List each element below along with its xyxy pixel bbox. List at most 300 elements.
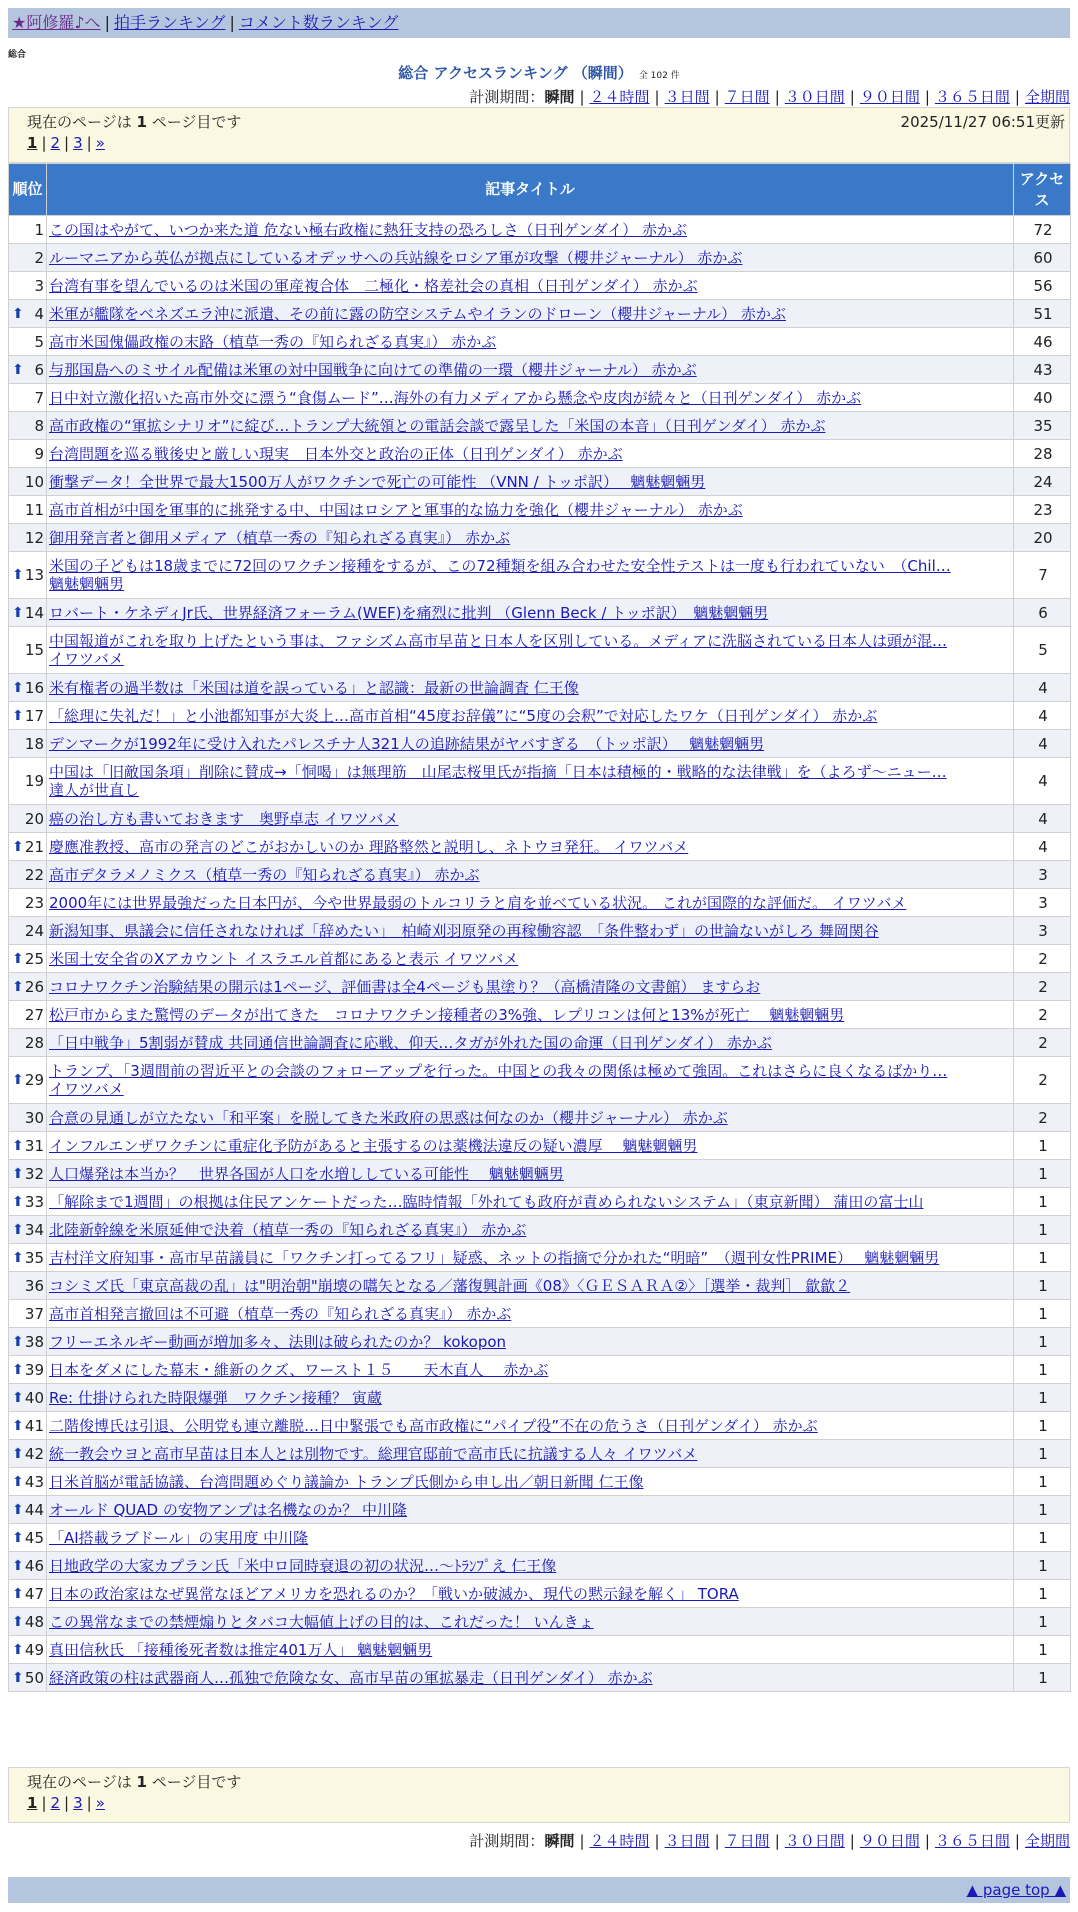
table-row — [9, 1188, 1071, 1216]
up-arrow-icon: ⬆ — [12, 1613, 24, 1630]
table-row — [9, 861, 1071, 889]
title-cell — [47, 1057, 1014, 1104]
access-count: 4 — [1014, 702, 1071, 730]
article-link[interactable]: 吉村洋文府知事・高市早苗議員に「ワクチン打ってるフリ」疑惑、ネットの指摘で分かれた“明暗” （週刊女性PRIME） 魑魅魍魎男 — [49, 1248, 940, 1267]
rank-number: 45 — [24, 1528, 44, 1547]
rank-cell — [9, 356, 47, 384]
table-row — [9, 1356, 1071, 1384]
current-page-number: 1 — [136, 113, 147, 131]
up-arrow-icon: ⬆ — [12, 1361, 24, 1378]
access-count: 1 — [1014, 1524, 1071, 1552]
access-count: 1 — [1014, 1580, 1071, 1608]
page-prefix: 現在のページは — [27, 1773, 132, 1791]
access-count: 6 — [1014, 599, 1071, 627]
article-link[interactable]: 台湾問題を巡る戦後史と厳しい現実 日本外交と政治の正体（日刊ゲンダイ） 赤かぶ — [49, 444, 623, 463]
title-cell — [47, 1440, 1014, 1468]
period-separator: | — [579, 88, 585, 106]
title-cell — [47, 1524, 1014, 1552]
title-cell — [47, 440, 1014, 468]
period-link[interactable]: ３日間 — [664, 88, 710, 106]
period-link[interactable]: 全期間 — [1024, 88, 1070, 106]
up-arrow-icon: ⬆ — [12, 950, 24, 967]
rank-cell — [9, 889, 47, 917]
article-link[interactable]: この国はやがて、いつか来た道 危ない極右政権に熱狂支持の恐ろしさ（日刊ゲンダイ） 赤かぶ — [49, 220, 688, 239]
title-cell — [47, 889, 1014, 917]
period-separator: | — [924, 1832, 930, 1850]
title-cell — [47, 861, 1014, 889]
article-link[interactable]: コロナワクチン治験結果の開示は1ページ、評価書は全4ページも黒塗り？（高橋清隆の文書館） ますらお — [49, 977, 761, 996]
title-cell — [47, 1216, 1014, 1244]
rank-number: 12 — [24, 528, 44, 547]
page-suffix: ページ目です — [151, 1773, 242, 1791]
table-row — [9, 468, 1071, 496]
article-link[interactable]: 統一教会ウヨと高市早苗は日本人とは別物です。総理官邸前で高市氏に抗議する人々 イワツバメ — [49, 1444, 698, 1463]
title-cell — [47, 524, 1014, 552]
access-count: 5 — [1014, 627, 1071, 674]
table-row — [9, 1104, 1071, 1132]
title-cell — [47, 1636, 1014, 1664]
rank-cell — [9, 1160, 47, 1188]
article-link[interactable]: 松戸市からまた驚愕のデータが出てきた コロナワクチン接種者の3%強、レプリコンは何と13%が死亡 魑魅魍魎男 — [49, 1005, 845, 1024]
period-link[interactable]: ３日間 — [664, 1832, 710, 1850]
table-row — [9, 496, 1071, 524]
period-current: 瞬間 — [544, 88, 575, 106]
rank-number: 47 — [24, 1584, 44, 1603]
access-count: 4 — [1014, 805, 1071, 833]
rank-number: 21 — [24, 837, 44, 856]
current-page-text — [27, 1771, 241, 1792]
up-arrow-icon: ⬆ — [12, 1473, 24, 1490]
category-label: 総合 — [8, 50, 27, 60]
title-cell — [47, 674, 1014, 702]
access-count: 51 — [1014, 300, 1071, 328]
article-link[interactable]: オールド QUAD の安物アンプは名機なのか？ 中川隆 — [49, 1500, 408, 1519]
period-link[interactable]: ３０日間 — [784, 1832, 845, 1850]
access-count: 3 — [1014, 861, 1071, 889]
article-link[interactable]: 「解除まで1週間」の根拠は住民アンケートだった…臨時情報「外れても政府が責められないシステム」（東京新聞） 蒲田の富士山 — [49, 1192, 924, 1211]
up-arrow-icon: ⬆ — [12, 1249, 24, 1266]
article-link[interactable]: 北陸新幹線を米原延伸で決着（植草一秀の『知られざる真実』） 赤かぶ — [49, 1220, 527, 1239]
access-count: 4 — [1014, 758, 1071, 805]
article-link[interactable]: 合意の見通しが立たない「和平案」を脱してきた米政府の思惑は何なのか（櫻井ジャーナル） 赤かぶ — [49, 1108, 728, 1127]
article-link[interactable]: フリーエネルギー動画が増加多々、法則は破られたのか？ kokopon — [49, 1332, 507, 1351]
up-arrow-icon: ⬆ — [12, 1501, 24, 1518]
period-separator: | — [654, 1832, 660, 1850]
period-link[interactable]: 全期間 — [1024, 1832, 1070, 1850]
table-row — [9, 1384, 1071, 1412]
page-info-top — [8, 107, 1070, 163]
rank-number: 6 — [34, 360, 44, 379]
table-row — [9, 1440, 1071, 1468]
period-link[interactable]: ３６５日間 — [934, 1832, 1010, 1850]
title-cell — [47, 917, 1014, 945]
rank-number: 43 — [24, 1472, 44, 1491]
rank-cell — [9, 599, 47, 627]
article-link[interactable] — [49, 763, 1013, 799]
title-cell — [47, 1608, 1014, 1636]
title-cell — [47, 412, 1014, 440]
rank-number: 49 — [24, 1640, 44, 1659]
pagination-separator: | — [41, 1794, 47, 1812]
period-link[interactable]: ９０日間 — [859, 88, 920, 106]
period-selector-top — [469, 86, 1070, 107]
article-title: トランプ、「3週間前の習近平との会談のフォローアップを行った。中国との我々の関係は極めて強固。これはさらに良くなるばかり… — [49, 1062, 948, 1080]
pagination-link[interactable]: 1 — [27, 134, 38, 152]
article-link[interactable]: 与那国島へのミサイル配備は米軍の対中国戦争に向けての準備の一環（櫻井ジャーナル） 赤かぶ — [49, 360, 697, 379]
access-count: 1 — [1014, 1356, 1071, 1384]
period-separator: | — [714, 1832, 720, 1850]
rank-number: 3 — [34, 276, 44, 295]
comment-ranking-link[interactable]: コメント数ランキング — [238, 13, 399, 32]
rank-number: 30 — [24, 1108, 44, 1127]
period-link[interactable]: ３０日間 — [784, 88, 845, 106]
title-cell — [47, 805, 1014, 833]
period-link[interactable]: ２４時間 — [589, 1832, 650, 1850]
rank-cell — [9, 328, 47, 356]
access-count: 4 — [1014, 730, 1071, 758]
table-row — [9, 1524, 1071, 1552]
pagination-separator: | — [86, 134, 92, 152]
rank-number: 32 — [24, 1164, 44, 1183]
article-link[interactable]: コシミズ氏「東京高裁の乱」は"明治朝"崩壊の嚆矢となる／藩復興計画《08》〈ＧＥＳＡＲＡ②〉［選挙・裁判］ 歙歙２ — [49, 1276, 851, 1295]
access-count: 46 — [1014, 328, 1071, 356]
article-link[interactable]: ルーマニアから英仏が拠点にしているオデッサへの兵站線をロシア軍が攻撃（櫻井ジャーナル） 赤かぶ — [49, 248, 743, 267]
access-count: 1 — [1014, 1328, 1071, 1356]
period-current: 瞬間 — [544, 1832, 575, 1850]
pagination-link[interactable]: 2 — [50, 134, 61, 152]
article-link[interactable]: 米軍が艦隊をベネズエラ沖に派遣、その前に露の防空システムやイランのドローン（櫻井ジャーナル） 赤かぶ — [49, 304, 786, 323]
pagination-link[interactable]: 1 — [27, 1794, 38, 1812]
title-cell — [47, 1104, 1014, 1132]
rank-number: 28 — [24, 1033, 44, 1052]
title-cell — [47, 1328, 1014, 1356]
page-title — [0, 62, 1078, 83]
rank-cell — [9, 1244, 47, 1272]
title-cell — [47, 300, 1014, 328]
period-separator: | — [849, 88, 855, 106]
rank-number: 7 — [34, 388, 44, 407]
rank-number: 35 — [24, 1248, 44, 1267]
article-link[interactable]: 真田信秋氏 「接種後死者数は推定401万人」 魑魅魍魎男 — [49, 1640, 433, 1659]
rank-number: 40 — [24, 1388, 44, 1407]
up-arrow-icon: ⬆ — [12, 361, 24, 378]
ranking-rows — [9, 216, 1071, 1692]
rank-cell — [9, 674, 47, 702]
title-cell — [47, 627, 1014, 674]
table-row — [9, 1057, 1071, 1104]
title-header: 記事タイトル — [47, 164, 1014, 216]
rank-cell — [9, 1496, 47, 1524]
table-row — [9, 1029, 1071, 1057]
table-row — [9, 674, 1071, 702]
up-arrow-icon: ⬆ — [12, 1445, 24, 1462]
table-row — [9, 758, 1071, 805]
ranking-table — [8, 163, 1071, 1692]
rank-number: 13 — [24, 566, 44, 584]
period-separator: | — [714, 88, 720, 106]
period-separator: | — [579, 1832, 585, 1850]
article-link[interactable]: 米有権者の過半数は「米国は道を誤っている」と認識：最新の世論調査 仁王像 — [49, 678, 579, 697]
article-link[interactable]: 慶應准教授、高市の発言のどこがおかしいのか 理路整然と説明し、ネトウヨ発狂。 イワツバメ — [49, 837, 689, 856]
rank-number: 24 — [24, 921, 44, 940]
period-separator: | — [1014, 88, 1020, 106]
access-count: 20 — [1014, 524, 1071, 552]
access-count: 1 — [1014, 1440, 1071, 1468]
title-cell — [47, 1384, 1014, 1412]
rank-number: 37 — [24, 1304, 44, 1323]
article-link[interactable]: 「日中戦争」5割弱が賛成 共同通信世論調査に応戦、仰天…タガが外れた国の命運（日刊ゲンダイ） 赤かぶ — [49, 1033, 772, 1052]
rank-cell — [9, 1412, 47, 1440]
table-row — [9, 1412, 1071, 1440]
rank-cell — [9, 861, 47, 889]
pagination-separator: | — [64, 134, 70, 152]
table-row — [9, 412, 1071, 440]
access-count: 28 — [1014, 440, 1071, 468]
up-arrow-icon: ⬆ — [12, 1333, 24, 1350]
table-row — [9, 216, 1071, 244]
table-row — [9, 945, 1071, 973]
rank-number: 15 — [24, 641, 44, 659]
table-row — [9, 1580, 1071, 1608]
rank-cell — [9, 1216, 47, 1244]
title-cell — [47, 1412, 1014, 1440]
up-arrow-icon: ⬆ — [12, 1557, 24, 1574]
period-separator: | — [924, 88, 930, 106]
rank-cell — [9, 1057, 47, 1104]
article-link[interactable]: 米国土安全省のXアカウント イスラエル首都にあると表示 イワツバメ — [49, 949, 519, 968]
title-cell — [47, 599, 1014, 627]
up-arrow-icon: ⬆ — [12, 604, 24, 621]
up-arrow-icon: ⬆ — [12, 1669, 24, 1686]
table-row — [9, 272, 1071, 300]
table-row — [9, 1608, 1071, 1636]
rank-cell — [9, 1552, 47, 1580]
rank-number: 36 — [24, 1276, 44, 1295]
rank-number: 11 — [24, 500, 44, 519]
title-cell — [47, 702, 1014, 730]
rank-cell — [9, 1608, 47, 1636]
article-link[interactable]: 二階俊博氏は引退、公明党も連立離脱…日中緊張でも高市政権に“パイプ役”不在の危うさ（日刊ゲンダイ） 赤かぶ — [49, 1416, 818, 1435]
title-cell — [47, 1160, 1014, 1188]
period-link[interactable]: ９０日間 — [859, 1832, 920, 1850]
rank-cell — [9, 1356, 47, 1384]
title-cell — [47, 468, 1014, 496]
pagination-link[interactable]: » — [95, 134, 105, 152]
article-link[interactable]: 高市デタラメノミクス（植草一秀の『知られざる真実』） 赤かぶ — [49, 865, 480, 884]
rank-cell — [9, 1272, 47, 1300]
up-arrow-icon: ⬆ — [12, 1165, 24, 1182]
title-cell — [47, 1029, 1014, 1057]
article-link[interactable] — [49, 557, 1013, 593]
title-cell — [47, 1496, 1014, 1524]
title-cell — [47, 973, 1014, 1001]
article-link[interactable]: 日本をダメにした幕末・維新のクズ、ワースト１５ 天木直人 赤かぶ — [49, 1360, 549, 1379]
table-row — [9, 599, 1071, 627]
table-row — [9, 1001, 1071, 1029]
table-row — [9, 1552, 1071, 1580]
table-row — [9, 1160, 1071, 1188]
rank-cell — [9, 524, 47, 552]
rank-number: 18 — [24, 734, 44, 753]
table-row — [9, 627, 1071, 674]
access-count: 1 — [1014, 1664, 1071, 1692]
rank-cell — [9, 917, 47, 945]
up-arrow-icon: ⬆ — [12, 1417, 24, 1434]
title-cell — [47, 356, 1014, 384]
article-link[interactable]: 台湾有事を望んでいるのは米国の軍産複合体 二極化・格差社会の真相（日刊ゲンダイ） 赤かぶ — [49, 276, 698, 295]
article-link[interactable]: ロバート・ケネディJr氏、世界経済フォーラム(WEF)を痛烈に批判 （Glenn Beck / トッポ訳） 魑魅魍魎男 — [49, 603, 769, 622]
article-link[interactable]: 日地政学の大家カプラン氏「米中ロ同時衰退の初の状況…〜ﾄﾗﾝﾌﾟえ 仁王像 — [49, 1556, 557, 1575]
access-count: 1 — [1014, 1468, 1071, 1496]
rank-cell — [9, 496, 47, 524]
footer-bar — [8, 1877, 1070, 1903]
article-link[interactable]: 高市米国傀儡政権の末路（植草一秀の『知られざる真実』） 赤かぶ — [49, 332, 497, 351]
rank-cell — [9, 1440, 47, 1468]
table-row — [9, 805, 1071, 833]
access-count: 1 — [1014, 1384, 1071, 1412]
rank-number: 1 — [34, 220, 44, 239]
rank-number: 2 — [34, 248, 44, 267]
access-count: 1 — [1014, 1216, 1071, 1244]
applause-ranking-link[interactable]: 拍手ランキング — [113, 13, 226, 32]
article-link[interactable]: 日本の政治家はなぜ異常なほどアメリカを恐れるのか？「戦いか破滅か、現代の黙示録を解く」 TORA — [49, 1584, 739, 1603]
article-link[interactable]: 御用発言者と御用メディア（植草一秀の『知られざる真実』） 赤かぶ — [49, 528, 511, 547]
table-row — [9, 552, 1071, 599]
title-cell — [47, 1272, 1014, 1300]
period-link[interactable]: ３６５日間 — [934, 88, 1010, 106]
access-count: 2 — [1014, 1029, 1071, 1057]
page-title-text: 総合 アクセスランキング （瞬間） — [398, 64, 633, 82]
access-count: 1 — [1014, 1244, 1071, 1272]
title-cell — [47, 1244, 1014, 1272]
nav-separator: | — [104, 13, 110, 32]
current-page-text — [27, 111, 241, 132]
article-link[interactable]: 高市政権の“軍拡シナリオ”に綻び…トランプ大統領との電話会談で露呈した「米国の本音」（日刊ゲンダイ） 赤かぶ — [49, 416, 826, 435]
up-arrow-icon: ⬆ — [12, 305, 24, 322]
access-count: 40 — [1014, 384, 1071, 412]
access-count: 1 — [1014, 1300, 1071, 1328]
rank-number: 9 — [34, 444, 44, 463]
rank-cell — [9, 1132, 47, 1160]
table-row — [9, 1272, 1071, 1300]
total-count: 全 102 件 — [638, 71, 680, 81]
article-link[interactable]: 日中対立激化招いた高市外交に漂う“食傷ムード”…海外の有力メディアから懸念や皮肉が続々と（日刊ゲンダイ） 赤かぶ — [49, 388, 862, 407]
title-cell — [47, 1132, 1014, 1160]
title-cell — [47, 1001, 1014, 1029]
table-row — [9, 1328, 1071, 1356]
rank-cell — [9, 1300, 47, 1328]
title-cell — [47, 1580, 1014, 1608]
up-arrow-icon: ⬆ — [12, 707, 24, 724]
rank-cell — [9, 1104, 47, 1132]
article-link[interactable]: 高市首相が中国を軍事的に挑発する中、中国はロシアと軍事的な協力を強化（櫻井ジャーナル） 赤かぶ — [49, 500, 743, 519]
rank-cell — [9, 1328, 47, 1356]
article-link[interactable]: インフルエンザワクチンに重症化予防があると主張するのは薬機法違反の疑い濃厚 魑魅魍魎男 — [49, 1136, 698, 1155]
title-cell — [47, 1552, 1014, 1580]
page-top-link[interactable]: ▲ page top ▲ — [966, 1881, 1066, 1899]
article-link[interactable]: 新潟知事、県議会に信任されなければ「辞めたい」 柏崎刈羽原発の再稼働容認 「条件整わず」の世論ないがしろ 舞岡関谷 — [49, 921, 879, 940]
pagination-separator: | — [41, 134, 47, 152]
title-cell — [47, 384, 1014, 412]
period-link[interactable]: ７日間 — [724, 1832, 770, 1850]
table-row — [9, 524, 1071, 552]
article-link[interactable]: 日米首脳が電話協議、台湾問題めぐり議論か トランプ氏側から申し出／朝日新聞 仁王像 — [49, 1472, 644, 1491]
article-link[interactable]: 高市首相発言撤回は不可避（植草一秀の『知られざる真実』） 赤かぶ — [49, 1304, 512, 1323]
article-link[interactable] — [49, 632, 1013, 668]
access-count: 23 — [1014, 496, 1071, 524]
article-link[interactable]: 「AI搭載ラブドール」の実用度 中川隆 — [49, 1528, 309, 1547]
access-count: 56 — [1014, 272, 1071, 300]
article-link[interactable]: 「総理に失礼だ！」と小池都知事が大炎上…高市首相“45度お辞儀”に“5度の会釈”で対応したワケ（日刊ゲンダイ） 赤かぶ — [49, 706, 878, 725]
article-link[interactable]: 衝撃データ！全世界で最大1500万人がワクチンで死亡の可能性 （VNN / トッポ訳） 魑魅魍魎男 — [49, 472, 706, 491]
period-link[interactable]: ７日間 — [724, 88, 770, 106]
access-count: 1 — [1014, 1188, 1071, 1216]
article-link[interactable]: この異常なまでの禁煙煽りとタバコ大幅値上げの目的は、これだった！ いんきょ — [49, 1612, 594, 1631]
period-link[interactable]: ２４時間 — [589, 88, 650, 106]
article-link[interactable]: 経済政策の柱は武器商人…孤独で危険な女、高市早苗の軍拡暴走（日刊ゲンダイ） 赤かぶ — [49, 1668, 653, 1687]
rank-cell — [9, 627, 47, 674]
article-link[interactable] — [49, 1062, 1013, 1098]
rank-header: 順位 — [9, 164, 47, 216]
article-link[interactable]: 2000年には世界最強だった日本円が、今や世界最弱のトルコリラと肩を並べている状況。 これが国際的な評価だ。 イワツバメ — [49, 893, 907, 912]
pagination-separator: | — [64, 1794, 70, 1812]
access-count: 35 — [1014, 412, 1071, 440]
period-label: 計測期間： — [469, 88, 545, 106]
article-link[interactable]: デンマークが1992年に受け入れたパレスチナ人321人の追跡結果がヤバすぎる （トッポ訳） 魑魅魍魎男 — [49, 734, 765, 753]
table-row — [9, 1300, 1071, 1328]
table-row — [9, 1132, 1071, 1160]
page-prefix: 現在のページは — [27, 113, 132, 131]
article-link[interactable]: Re: 仕掛けられた時限爆弾 ワクチン接種？ 寅蔵 — [49, 1388, 382, 1407]
current-page-number: 1 — [136, 1773, 147, 1791]
up-arrow-icon: ⬆ — [12, 1221, 24, 1238]
title-cell — [47, 328, 1014, 356]
pagination-link[interactable]: 3 — [73, 134, 83, 152]
table-row — [9, 1468, 1071, 1496]
table-row — [9, 244, 1071, 272]
pagination — [27, 1794, 105, 1812]
title-cell — [47, 1188, 1014, 1216]
table-row — [9, 833, 1071, 861]
article-link[interactable]: 癌の治し方も書いておきます 奥野卓志 イワツバメ — [49, 809, 399, 828]
up-arrow-icon: ⬆ — [12, 567, 24, 583]
nav-separator: | — [229, 13, 235, 32]
rank-number: 34 — [24, 1220, 44, 1239]
rank-number: 38 — [24, 1332, 44, 1351]
article-link[interactable]: 人口爆発は本当か？ 世界各国が人口を水増ししている可能性 魑魅魍魎男 — [49, 1164, 564, 1183]
pagination-link[interactable]: 2 — [50, 1794, 61, 1812]
rank-cell — [9, 1188, 47, 1216]
rank-number: 10 — [24, 472, 44, 491]
rank-number: 44 — [24, 1500, 44, 1519]
rank-cell — [9, 1580, 47, 1608]
home-link[interactable]: ★阿修羅♪へ — [12, 13, 101, 32]
rank-number: 29 — [24, 1071, 44, 1089]
access-count: 7 — [1014, 552, 1071, 599]
rank-number: 17 — [24, 706, 44, 725]
pagination-link[interactable]: » — [95, 1794, 105, 1812]
rank-number: 41 — [24, 1416, 44, 1435]
up-arrow-icon: ⬆ — [12, 838, 24, 855]
rank-number: 19 — [24, 772, 44, 790]
table-row — [9, 889, 1071, 917]
article-author: 魑魅魍魎男 — [49, 575, 125, 593]
pagination-link[interactable]: 3 — [73, 1794, 83, 1812]
access-count: 24 — [1014, 468, 1071, 496]
rank-number: 33 — [24, 1192, 44, 1211]
table-row — [9, 356, 1071, 384]
access-count: 1 — [1014, 1608, 1071, 1636]
